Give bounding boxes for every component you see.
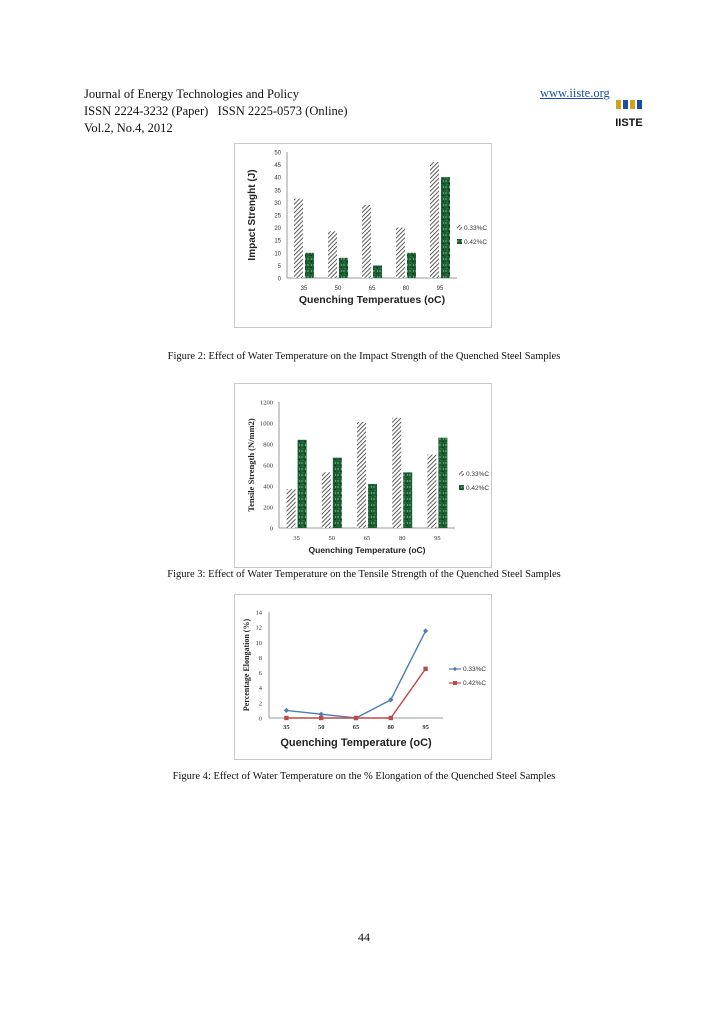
x-tick-label: 95 <box>434 535 441 542</box>
y-tick-label: 10 <box>274 251 281 258</box>
figure3-caption: Figure 3: Effect of Water Temperature on the Tensile Strength of the Quenched Steel Samples <box>167 569 561 580</box>
y-tick-label: 8 <box>258 654 262 662</box>
issn-line: ISSN 2224-3232 (Paper) ISSN 2225-0573 (Online) <box>84 104 348 118</box>
bar-series-1 <box>322 472 331 528</box>
journal-url-link[interactable]: www.iiste.org <box>540 86 610 100</box>
x-tick-label: 80 <box>402 286 410 292</box>
x-tick-label: 80 <box>387 724 395 731</box>
line-series-2 <box>286 669 425 718</box>
legend-label: 0.42%C <box>466 485 490 492</box>
y-tick-label: 4 <box>258 685 262 693</box>
tensile-strength-bar-chart <box>235 384 491 567</box>
y-tick-label: 0 <box>258 715 262 723</box>
data-point-series-2 <box>354 716 358 720</box>
bar-series-2 <box>368 484 377 528</box>
data-point-series-1 <box>388 697 393 702</box>
data-point-series-2 <box>389 716 393 720</box>
data-point-series-1 <box>284 708 289 713</box>
y-tick-label: 40 <box>274 175 281 182</box>
volume-line: Vol.2, No.4, 2012 <box>84 121 173 135</box>
bar-series-2 <box>339 258 348 278</box>
y-tick-label: 25 <box>274 213 281 220</box>
x-axis-title: Quenching Temperature (oC) <box>280 737 432 749</box>
bar-series-2 <box>333 458 342 528</box>
elongation-line-chart <box>235 595 491 759</box>
page-number: 44 <box>358 930 370 944</box>
legend-label: 0.42%C <box>464 239 488 246</box>
x-tick-label: 95 <box>422 724 429 731</box>
x-axis-title: Quenching Temperature (oC) <box>308 545 426 555</box>
x-tick-label: 35 <box>300 286 308 292</box>
legend-swatch <box>459 485 464 490</box>
legend-label: 0.42%C <box>463 680 487 687</box>
y-tick-label: 10 <box>255 639 262 647</box>
legend-marker <box>453 667 457 671</box>
x-axis-title: Quenching Temperatues (oC) <box>298 294 446 306</box>
x-tick-label: 50 <box>334 286 342 292</box>
figure3-chart-frame <box>234 383 492 568</box>
figure4-chart-frame <box>234 594 492 760</box>
line-series-1 <box>286 631 425 718</box>
data-point-series-2 <box>284 716 288 720</box>
figure4-caption: Figure 4: Effect of Water Temperature on the % Elongation of the Quenched Steel Samples <box>172 771 556 782</box>
bar-series-2 <box>407 253 416 278</box>
figure2-chart-frame <box>234 143 492 328</box>
y-tick-label: 2 <box>258 700 262 708</box>
y-tick-label: 35 <box>274 188 281 195</box>
legend-swatch <box>457 239 462 244</box>
bar-series-1 <box>328 231 337 278</box>
bar-series-2 <box>298 440 307 528</box>
y-tick-label: 45 <box>274 163 281 170</box>
y-tick-label: 0 <box>269 525 273 533</box>
y-axis-title: Percentage Elongation (%) <box>242 618 251 712</box>
bar-series-2 <box>403 472 412 528</box>
y-tick-label: 12 <box>255 624 262 632</box>
legend-swatch <box>457 225 462 230</box>
y-tick-label: 400 <box>263 483 273 491</box>
y-axis-title: Tensile Strength (N/mm2) <box>246 418 256 512</box>
journal-title: Journal of Energy Technologies and Policy <box>84 87 299 101</box>
bar-series-1 <box>362 205 371 278</box>
x-tick-label: 65 <box>352 724 360 731</box>
x-tick-label: 65 <box>363 535 371 542</box>
data-point-series-2 <box>423 667 427 671</box>
data-point-series-2 <box>319 716 323 720</box>
bar-series-1 <box>392 418 401 528</box>
y-tick-label: 1000 <box>260 420 273 428</box>
bar-series-1 <box>430 162 439 278</box>
x-tick-label: 80 <box>398 535 406 542</box>
legend-marker <box>453 681 457 685</box>
bar-series-2 <box>373 265 382 278</box>
legend-label: 0.33%C <box>466 471 490 478</box>
figure2-caption: Figure 2: Effect of Water Temperature on the Impact Strength of the Quenched Steel Samples <box>167 351 561 362</box>
bar-series-2 <box>438 438 447 528</box>
bar-series-2 <box>305 253 314 278</box>
y-tick-label: 600 <box>263 462 273 470</box>
legend-label: 0.33%C <box>464 225 488 232</box>
bar-series-1 <box>287 489 296 528</box>
bar-series-1 <box>427 455 436 529</box>
y-tick-label: 5 <box>277 263 281 270</box>
x-tick-label: 50 <box>317 724 325 731</box>
logo-text: IISTE <box>615 117 643 129</box>
x-tick-label: 35 <box>283 724 290 731</box>
bar-series-1 <box>357 422 366 528</box>
y-axis-title: Impact Strenght (J) <box>247 169 258 261</box>
bar-series-2 <box>441 177 450 278</box>
y-tick-label: 200 <box>263 504 273 512</box>
bar-series-1 <box>396 228 405 278</box>
x-tick-label: 50 <box>328 535 336 542</box>
y-tick-label: 800 <box>263 441 273 449</box>
x-tick-label: 95 <box>436 286 444 292</box>
y-tick-label: 15 <box>274 238 281 245</box>
y-tick-label: 1200 <box>260 399 273 407</box>
y-tick-label: 0 <box>277 276 281 283</box>
legend-swatch <box>459 471 464 476</box>
iiste-logo <box>614 99 644 129</box>
legend-label: 0.33%C <box>463 666 487 673</box>
y-tick-label: 20 <box>274 226 281 233</box>
x-tick-label: 65 <box>368 286 376 292</box>
y-tick-label: 50 <box>274 150 281 157</box>
y-tick-label: 6 <box>258 670 262 678</box>
impact-strength-bar-chart <box>235 144 491 327</box>
y-tick-label: 14 <box>255 609 262 617</box>
y-tick-label: 30 <box>274 200 281 207</box>
x-tick-label: 35 <box>293 535 300 542</box>
bar-series-1 <box>294 199 303 278</box>
data-point-series-1 <box>423 628 428 633</box>
